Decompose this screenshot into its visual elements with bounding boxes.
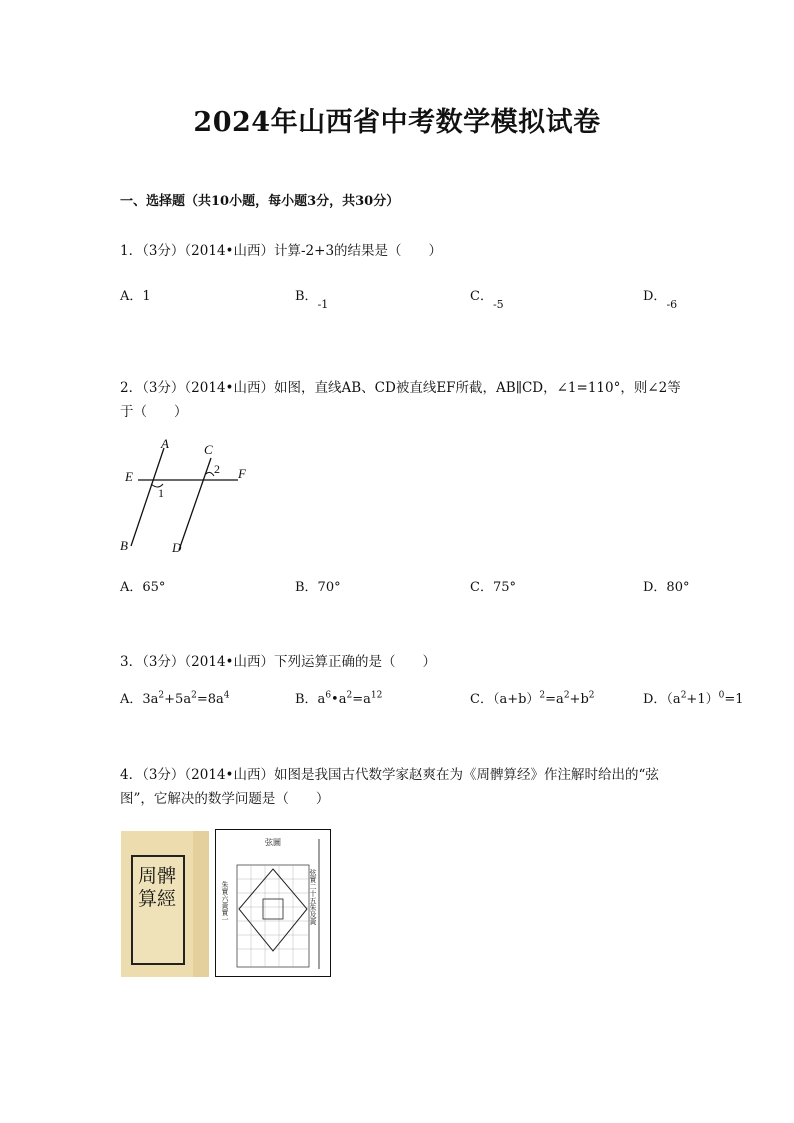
label-a: A	[161, 438, 169, 451]
question-1-stem: 1．（3分）（2014•山西）计算-2+3的结果是（ ）	[120, 243, 443, 259]
question-4-stem-cont: 图”，它解决的数学问题是（ ）	[120, 791, 330, 807]
question-2-stem: 2．（3分）（2014•山西）如图，直线AB、CD被直线EF所截，AB∥CD，∠1=110°，则∠2等	[120, 380, 681, 396]
question-2-stem-cont: 于（ ）	[120, 404, 188, 420]
book-title-text: 周髀算經	[138, 865, 177, 910]
q2-option-d: D．80°	[643, 580, 690, 595]
book-spine	[193, 831, 209, 977]
label-angle-1: 1	[158, 486, 164, 500]
section-heading: 一、选择题（共10小题，每小题3分，共30分）	[120, 194, 400, 209]
diagram-left-text: 朱實六黃實一	[221, 881, 229, 923]
xian-tu-diagram	[215, 829, 331, 977]
q3-option-a: A．$3a^2+5a^2=8a^4$	[120, 690, 230, 707]
q1-option-b: B．$_{-1}$	[295, 289, 329, 311]
q2-option-a: A．65°	[120, 580, 166, 595]
q3-option-b: B．$a^6•a^2=a^{12}$	[295, 690, 383, 707]
line-cd	[179, 458, 211, 550]
q1-option-d: D．$_{-6}$	[643, 289, 678, 311]
label-d: D	[172, 540, 182, 555]
q3-option-d: D．$(a^2+1)^0=1$	[643, 690, 744, 707]
q1-option-d-value: -6	[666, 298, 678, 311]
label-angle-2: 2	[214, 462, 220, 476]
q2-option-c: C．75°	[470, 580, 516, 595]
diagram-right-text: 弦實二十五朱及黃	[309, 869, 317, 925]
label-c: C	[204, 442, 213, 457]
q3-option-c: C．$(a+b)^2=a^2+b^2$	[470, 690, 595, 707]
angle-2-arc	[206, 472, 214, 476]
diagram-title: 弦圖	[265, 838, 281, 847]
q1-option-c: C．$_{-5}$	[470, 289, 504, 311]
label-b: B	[120, 538, 128, 553]
q1-option-a: A．1	[120, 289, 151, 304]
q2-option-b: B．70°	[295, 580, 341, 595]
parallel-lines-figure	[118, 438, 258, 558]
q1-option-c-value: -5	[492, 298, 504, 311]
label-f: F	[238, 466, 246, 481]
page-title: 2024年山西省中考数学模拟试卷	[193, 107, 601, 138]
question-3-stem: 3．（3分）（2014•山西）下列运算正确的是（ ）	[120, 654, 436, 670]
q1-option-b-value: -1	[317, 298, 329, 311]
label-e: E	[125, 469, 133, 484]
zhoubi-suanjing-book-image	[121, 831, 209, 977]
question-4-stem: 4．（3分）（2014•山西）如图是我国古代数学家赵爽在为《周髀算经》作注解时给出的“弦	[120, 767, 659, 783]
